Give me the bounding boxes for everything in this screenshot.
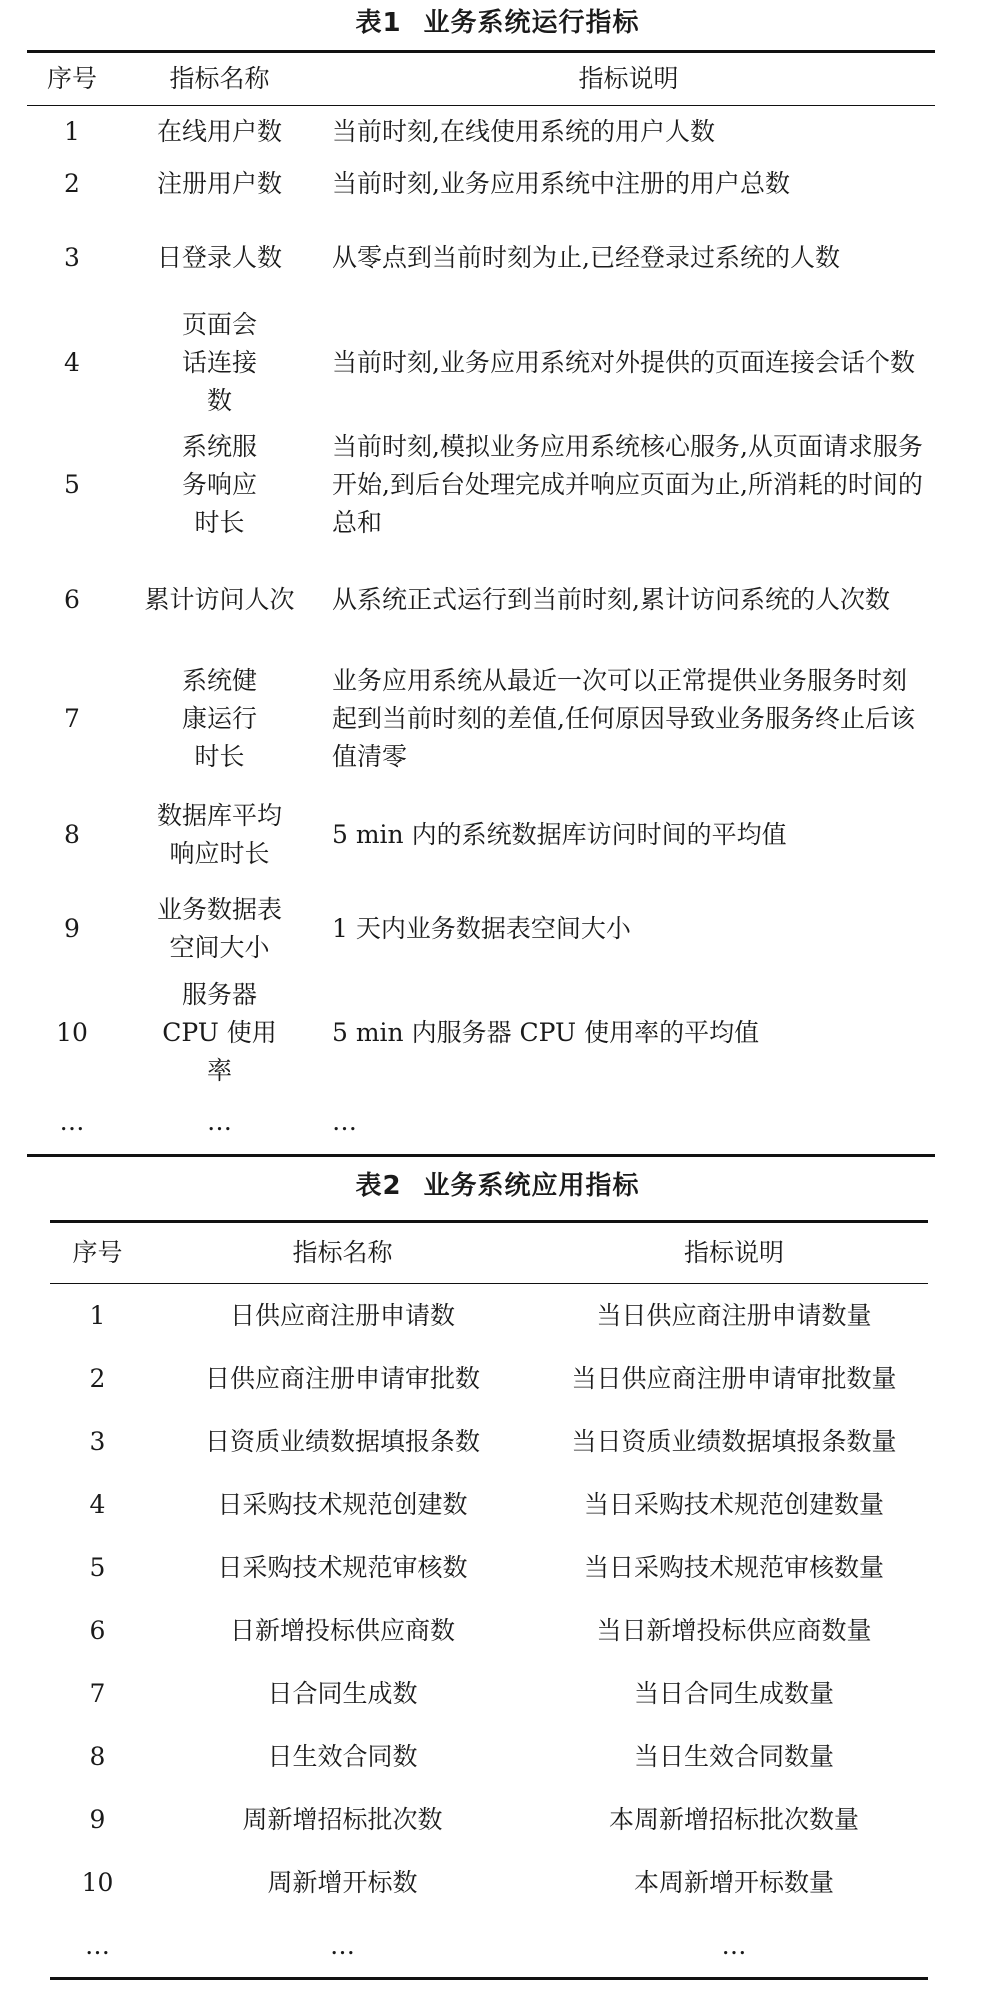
table-header-row xyxy=(27,52,935,106)
table2-caption-number: 表2 xyxy=(355,1171,402,1201)
row-metric-name: 累计访问人次 xyxy=(144,584,295,614)
row-metric-name: 注册用户数 xyxy=(156,168,282,198)
row-index: 4 xyxy=(64,347,80,377)
row-index: 5 xyxy=(89,1552,106,1582)
row-metric-description: 5 min 内服务器 CPU 使用率的平均值 xyxy=(332,1017,760,1047)
row-metric-description: 当前时刻,模拟业务应用系统核心服务,从页面请求服务开始,到后台处理完成并响应页面为止,所消耗的时间的总和 xyxy=(332,431,923,537)
table-row xyxy=(27,420,935,550)
table1-caption-title: 业务系统运行指标 xyxy=(423,8,640,38)
table-row xyxy=(27,550,935,650)
table1-caption-number: 表1 xyxy=(355,8,402,38)
row-metric-description: 从系统正式运行到当前时刻,累计访问系统的人次数 xyxy=(332,584,890,614)
row-metric-name: 数据库平均响应时长 xyxy=(157,800,283,868)
row-metric-description: 当日采购技术规范创建数量 xyxy=(583,1489,884,1519)
table-row xyxy=(27,1090,935,1156)
table-row xyxy=(50,1788,928,1851)
row-metric-description: 当日合同生成数量 xyxy=(633,1678,834,1708)
table-row xyxy=(27,650,935,788)
header-metric-name: 指标名称 xyxy=(145,1222,540,1284)
row-metric-name: 日登录人数 xyxy=(156,242,282,272)
row-metric-name: 页面会话连接数 xyxy=(181,309,257,415)
row-index: 8 xyxy=(64,819,80,849)
table-row xyxy=(50,1851,928,1914)
table1-operation-metrics xyxy=(27,50,935,1157)
row-index: 7 xyxy=(89,1678,106,1708)
row-metric-name: 系统健康运行时长 xyxy=(181,665,257,771)
row-index: 6 xyxy=(64,584,80,614)
row-index: 2 xyxy=(64,168,80,198)
row-metric-description: 当日供应商注册申请数量 xyxy=(596,1300,872,1330)
row-index: 2 xyxy=(89,1363,106,1393)
row-metric-name: 日采购技术规范创建数 xyxy=(217,1489,468,1519)
row-index: 10 xyxy=(56,1017,88,1047)
row-metric-description: 业务应用系统从最近一次可以正常提供业务服务时刻起到当前时刻的差值,任何原因导致业务服务终止后该值清零 xyxy=(332,665,915,771)
row-metric-description: 从零点到当前时刻为止,已经登录过系统的人数 xyxy=(332,242,840,272)
table-row xyxy=(50,1347,928,1410)
table-header-row xyxy=(50,1222,928,1284)
table-row xyxy=(50,1599,928,1662)
row-metric-name: … xyxy=(330,1930,355,1960)
row-metric-name: 业务数据表空间大小 xyxy=(157,894,283,962)
row-index: 5 xyxy=(64,469,80,499)
row-metric-name: 周新增开标数 xyxy=(267,1867,418,1897)
row-index: 1 xyxy=(64,116,80,146)
row-metric-description: 当日生效合同数量 xyxy=(633,1741,834,1771)
row-index: 3 xyxy=(64,242,80,272)
row-index: … xyxy=(59,1106,85,1136)
row-index: 10 xyxy=(81,1867,114,1897)
row-metric-description: 当日新增投标供应商数量 xyxy=(596,1615,872,1645)
row-metric-description: 1 天内业务数据表空间大小 xyxy=(332,913,631,943)
header-index: 序号 xyxy=(50,1222,145,1284)
row-index: … xyxy=(85,1930,110,1960)
row-metric-name: 日合同生成数 xyxy=(267,1678,418,1708)
row-index: 6 xyxy=(89,1615,106,1645)
row-metric-name: 在线用户数 xyxy=(156,116,282,146)
table-row xyxy=(50,1284,928,1348)
table-row xyxy=(27,788,935,882)
row-metric-description: 当前时刻,业务应用系统中注册的用户总数 xyxy=(332,168,790,198)
row-index: 3 xyxy=(89,1426,106,1456)
row-metric-name: 日供应商注册申请审批数 xyxy=(204,1363,480,1393)
row-metric-description: 本周新增招标批次数量 xyxy=(608,1804,859,1834)
table-row xyxy=(50,1410,928,1473)
row-metric-name: 系统服务响应时长 xyxy=(181,431,257,537)
table1-caption xyxy=(0,2,995,39)
table-row xyxy=(50,1536,928,1599)
row-metric-description: 本周新增开标数量 xyxy=(633,1867,834,1897)
row-metric-description: 当日供应商注册申请审批数量 xyxy=(571,1363,897,1393)
table2-caption xyxy=(0,1165,995,1202)
header-metric-name: 指标名称 xyxy=(117,52,322,106)
header-metric-description: 指标说明 xyxy=(540,1222,928,1284)
header-index: 序号 xyxy=(27,52,117,106)
row-metric-description: 当日资质业绩数据填报条数量 xyxy=(571,1426,897,1456)
table-row xyxy=(27,306,935,420)
row-index: 1 xyxy=(89,1300,106,1330)
row-index: 9 xyxy=(64,913,80,943)
row-metric-name: 日生效合同数 xyxy=(267,1741,418,1771)
table-row xyxy=(50,1725,928,1788)
header-metric-description: 指标说明 xyxy=(322,52,935,106)
row-index: 9 xyxy=(89,1804,106,1834)
table2-caption-title: 业务系统应用指标 xyxy=(423,1171,640,1201)
row-metric-description: … xyxy=(721,1930,747,1960)
table-row xyxy=(50,1473,928,1536)
table-row xyxy=(27,976,935,1090)
row-metric-description: … xyxy=(332,1106,357,1136)
row-index: 4 xyxy=(89,1489,106,1519)
row-metric-description: 当前时刻,在线使用系统的用户人数 xyxy=(332,116,715,146)
row-metric-name: 日新增投标供应商数 xyxy=(229,1615,455,1645)
row-index: 7 xyxy=(64,703,80,733)
table-row xyxy=(27,158,935,210)
table2-application-metrics xyxy=(50,1220,928,1980)
table-row xyxy=(50,1662,928,1725)
row-metric-name: 日采购技术规范审核数 xyxy=(217,1552,468,1582)
row-metric-name: 周新增招标批次数 xyxy=(242,1804,443,1834)
table-row xyxy=(27,210,935,306)
row-index: 8 xyxy=(89,1741,106,1771)
row-metric-name: … xyxy=(207,1106,232,1136)
row-metric-description: 当前时刻,业务应用系统对外提供的页面连接会话个数 xyxy=(332,347,915,377)
row-metric-description: 5 min 内的系统数据库访问时间的平均值 xyxy=(332,819,787,849)
row-metric-name: 服务器 CPU 使用率 xyxy=(162,979,277,1085)
row-metric-name: 日资质业绩数据填报条数 xyxy=(204,1426,480,1456)
table-row xyxy=(27,882,935,976)
row-metric-description: 当日采购技术规范审核数量 xyxy=(583,1552,884,1582)
row-metric-name: 日供应商注册申请数 xyxy=(229,1300,455,1330)
table-row xyxy=(50,1914,928,1979)
table-row xyxy=(27,106,935,158)
